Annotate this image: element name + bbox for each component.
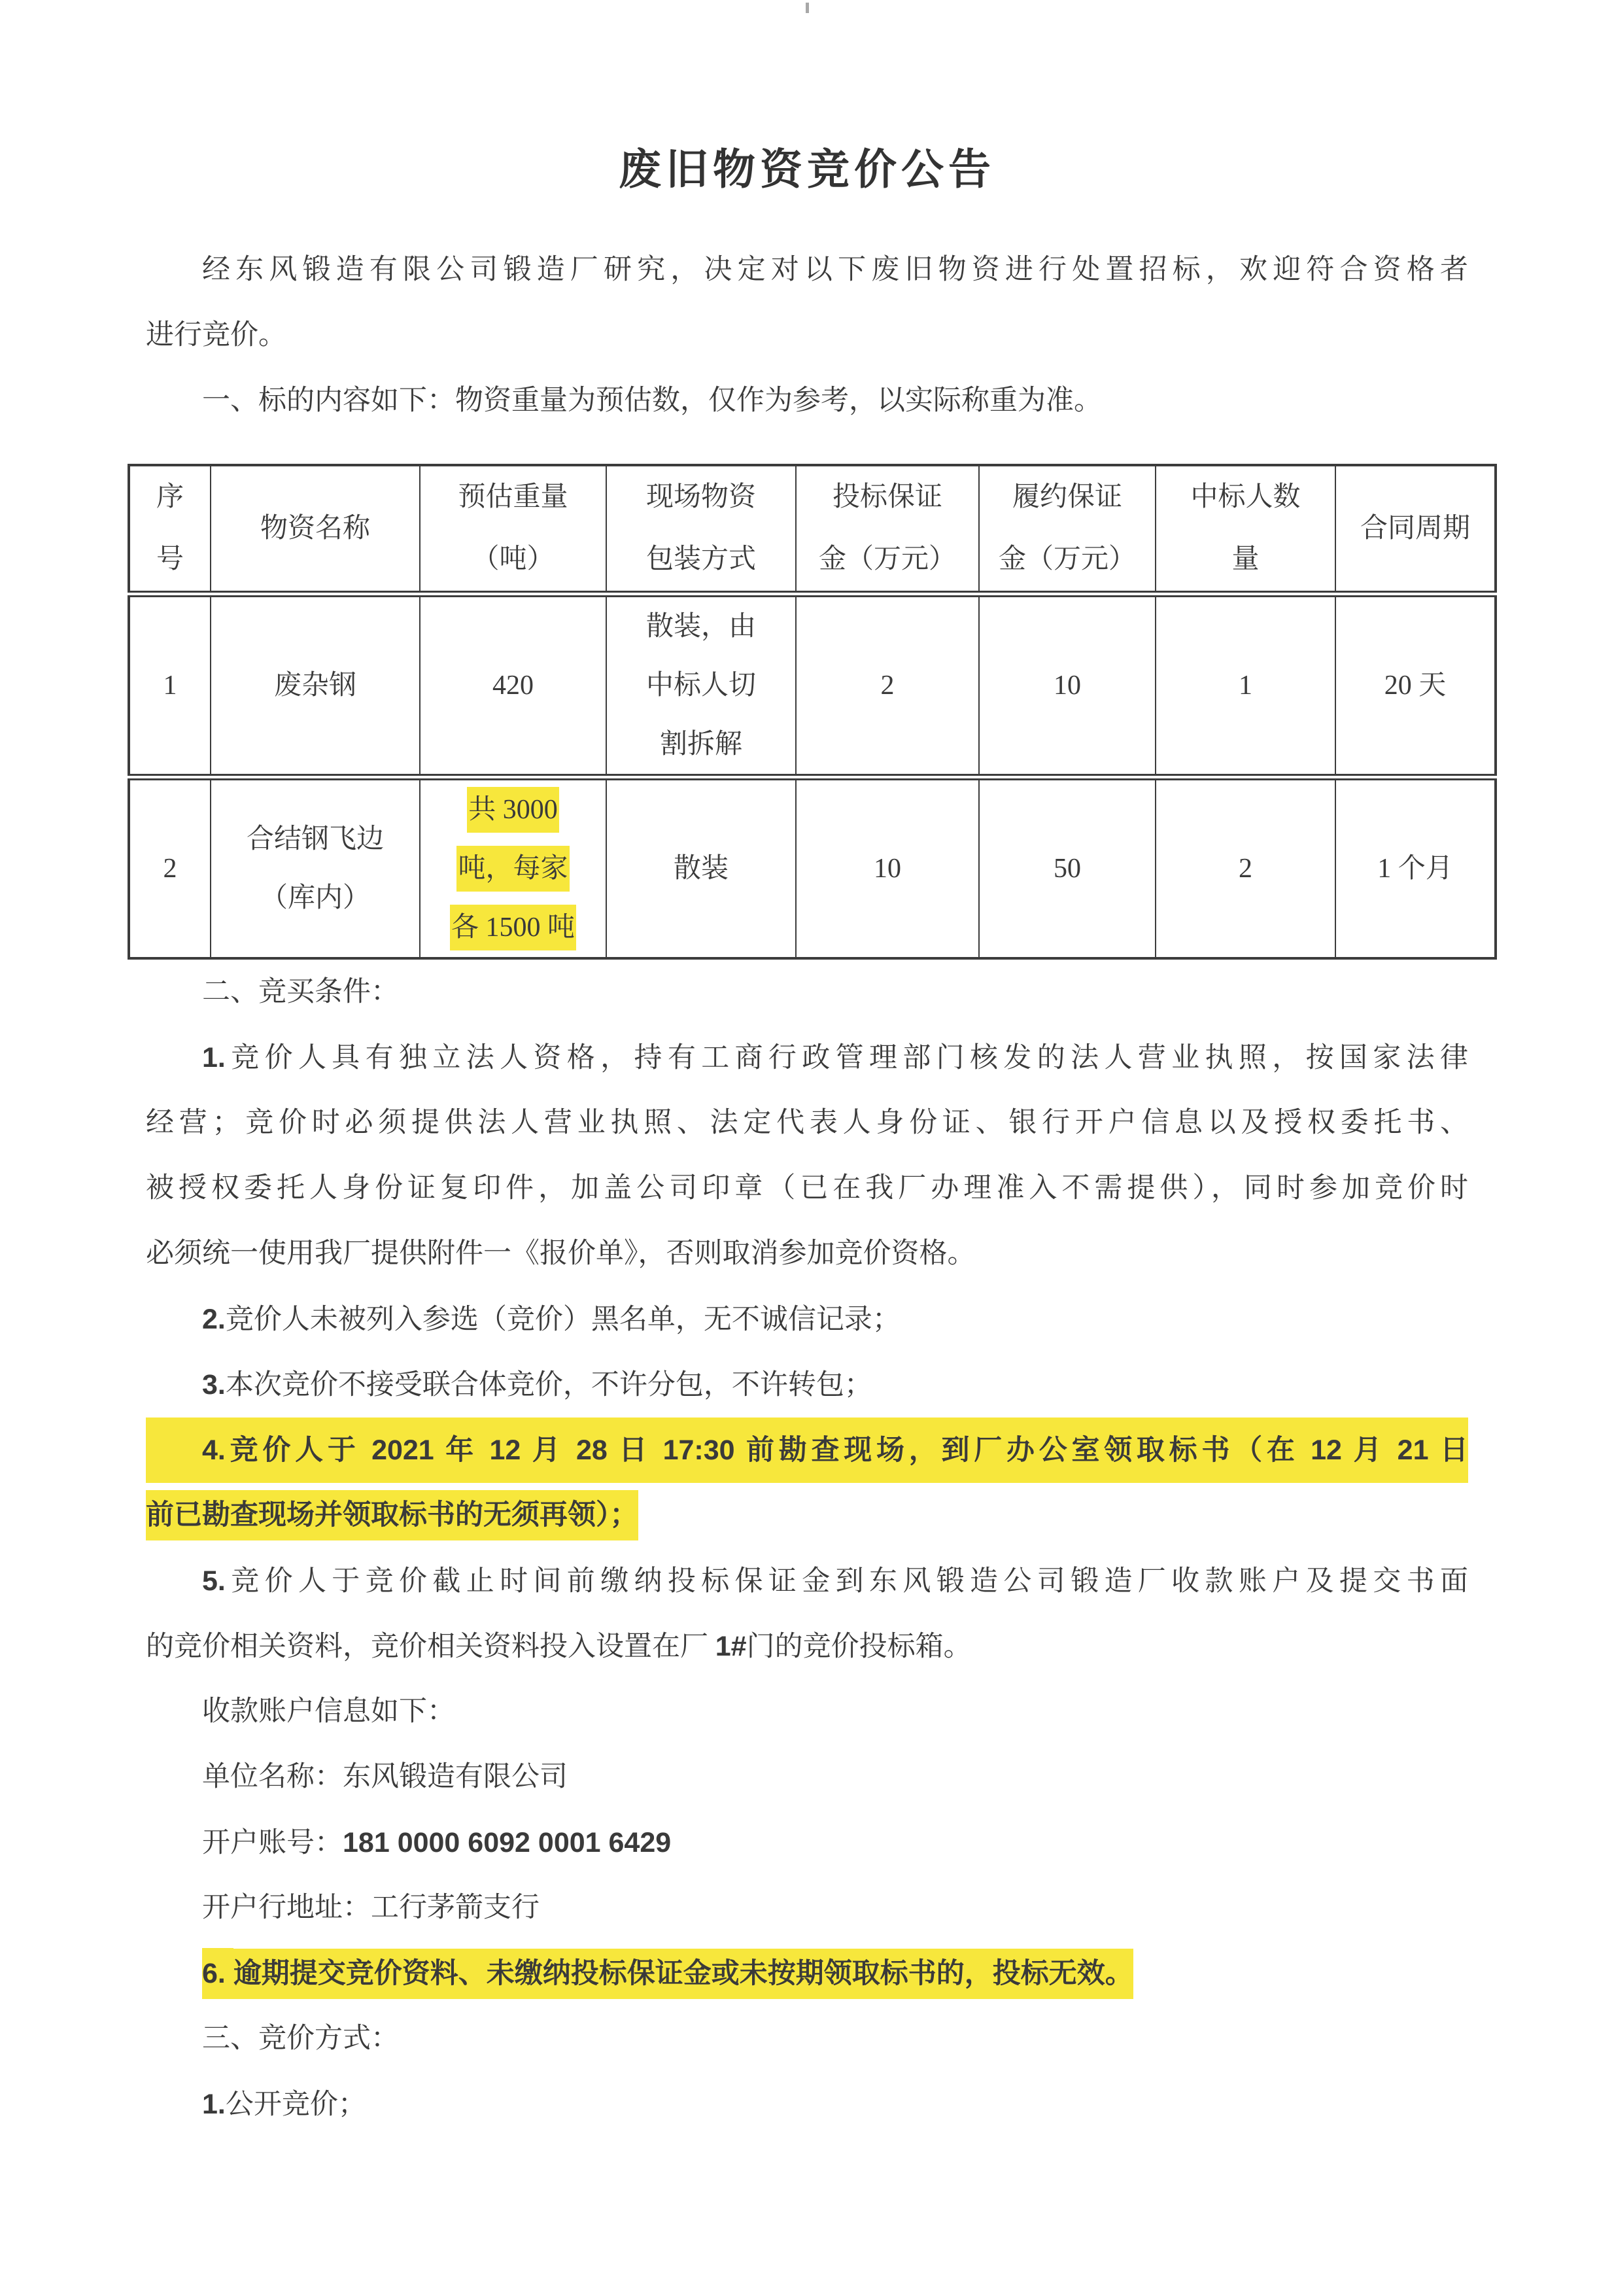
highlighted-text: 前勘查现场，到厂办公室领取标书（在 <box>735 1425 1311 1476</box>
text-segment: （库内） <box>260 883 370 913</box>
highlighted-text: 共 3000 <box>467 787 559 833</box>
text-segment: 合同周期 <box>1360 513 1470 544</box>
text-line <box>146 2072 1468 2137</box>
text-segment: 10 <box>874 854 901 884</box>
highlighted-text: 17:30 <box>663 1425 735 1476</box>
scan-artifact <box>806 3 809 13</box>
text-line <box>1336 498 1494 560</box>
intro-paragraph-block <box>146 237 1468 434</box>
text-line <box>130 466 210 529</box>
text-segment: 10 <box>1054 670 1081 701</box>
cell-winner-count <box>1156 594 1335 777</box>
text-segment: 1 <box>1239 670 1252 701</box>
text-line <box>146 1548 1468 1614</box>
text-segment: 二、竞买条件： <box>202 977 399 1007</box>
text-line <box>421 529 606 591</box>
text-line <box>130 656 210 715</box>
text-segment: 合结钢飞边 <box>246 824 384 854</box>
text-line <box>146 1875 1468 1941</box>
text-line <box>980 466 1155 529</box>
text-segment: 1 <box>163 670 177 701</box>
text-line <box>607 656 795 715</box>
table-row <box>129 777 1496 958</box>
text-line <box>146 237 1468 303</box>
text-line <box>980 839 1155 898</box>
conditions-text-block <box>146 960 1468 2137</box>
text-segment: 投标保证 <box>832 482 942 512</box>
text-segment: 包装方式 <box>645 544 756 574</box>
header-estimated-weight <box>420 465 606 594</box>
cell-packing-method <box>606 594 796 777</box>
highlighted-text: 日 <box>608 1425 663 1476</box>
text-segment: 公开竞价； <box>225 2089 366 2120</box>
text-line <box>146 303 1468 368</box>
text-line <box>980 529 1155 591</box>
text-segment: 号 <box>156 544 184 574</box>
text-line <box>146 1090 1468 1156</box>
text-line <box>146 1156 1468 1221</box>
text-line <box>1336 839 1494 898</box>
cell-contract-period <box>1335 594 1496 777</box>
text-segment: 竞价人于竞价截止时间前缴纳投标保证金到东风锻造公司锻造厂收款账户及提交书面 <box>225 1566 1468 1597</box>
text-line <box>146 1221 1468 1287</box>
text-line <box>607 597 795 656</box>
table-header-row <box>129 465 1496 594</box>
text-segment: 物资名称 <box>260 513 370 544</box>
cell-bid-deposit <box>796 777 979 958</box>
highlighted-text: 竞价人于 <box>226 1425 371 1476</box>
text-line <box>1156 656 1335 715</box>
text-segment: 预估重量 <box>458 482 568 512</box>
text-segment: 3. <box>202 1369 226 1400</box>
text-line <box>146 1745 1468 1810</box>
text-line <box>211 498 419 560</box>
header-seq-no <box>129 465 211 594</box>
highlighted-text: 12 <box>489 1425 521 1476</box>
text-segment: 1. <box>202 1042 226 1073</box>
text-line <box>146 1614 1468 1679</box>
text-line <box>421 656 606 715</box>
text-segment: 20 天 <box>1384 670 1447 701</box>
text-segment: 被授权委托人身份证复印件，加盖公司印章（已在我厂办理准入不需提供），同时参加竞价时 <box>146 1173 1468 1204</box>
header-contract-period <box>1335 465 1496 594</box>
highlighted-text: 日 <box>1429 1425 1469 1476</box>
text-line <box>607 529 795 591</box>
cell-performance-deposit <box>979 777 1156 958</box>
header-winner-count <box>1156 465 1335 594</box>
text-line <box>146 1025 1468 1090</box>
text-segment: 1 个月 <box>1377 854 1453 884</box>
header-material-name <box>211 465 420 594</box>
text-segment: 420 <box>492 670 534 701</box>
text-line <box>146 368 1468 434</box>
text-segment: 经东风锻造有限公司锻造厂研究，决定对以下废旧物资进行处置招标，欢迎符合资格者 <box>202 254 1468 285</box>
text-line <box>146 1679 1468 1745</box>
highlighted-text: 各 1500 吨 <box>450 905 576 950</box>
text-line <box>1156 839 1335 898</box>
text-line <box>421 780 606 839</box>
cell-winner-count <box>1156 777 1335 958</box>
text-segment: 1. <box>202 2089 226 2120</box>
text-line <box>146 1941 1468 2006</box>
text-line <box>146 2006 1468 2072</box>
text-line <box>211 869 419 928</box>
text-line <box>146 1418 1468 1483</box>
highlighted-text: 逾期提交竞价资料、未缴纳投标保证金或未按期领取标书的，投标无效。 <box>233 1949 1133 1999</box>
text-segment: 竞价人未被列入参选（竞价）黑名单，无不诚信记录； <box>225 1304 901 1335</box>
text-segment: 单位名称：东风锻造有限公司 <box>202 1762 568 1792</box>
cell-packing-method <box>606 777 796 958</box>
text-segment: 50 <box>1054 854 1081 884</box>
text-line <box>1156 529 1335 591</box>
text-segment: 现场物资 <box>645 482 756 512</box>
text-line <box>421 839 606 898</box>
text-line <box>130 529 210 591</box>
text-segment: 废杂钢 <box>273 670 356 701</box>
text-segment: 散装 <box>673 854 729 884</box>
text-line <box>146 1352 1468 1418</box>
text-line <box>146 1483 1468 1548</box>
text-segment: 本次竞价不接受联合体竞价，不许分包，不许转包； <box>225 1370 872 1400</box>
text-line <box>980 656 1155 715</box>
cell-seq-no <box>129 594 211 777</box>
highlighted-text: 吨，每家 <box>456 846 569 892</box>
text-segment: 履约保证 <box>1012 482 1122 512</box>
text-segment: 的竞价相关资料，竞价相关资料投入设置在厂 <box>146 1631 715 1662</box>
cell-material-name <box>211 777 420 958</box>
text-segment: 三、竞价方式： <box>202 2023 399 2054</box>
text-line <box>797 529 978 591</box>
document-content <box>0 134 1614 2137</box>
text-line <box>607 839 795 898</box>
text-line <box>1156 466 1335 529</box>
text-line <box>797 466 978 529</box>
text-line <box>146 1287 1468 1352</box>
text-segment: 经营；竞价时必须提供法人营业执照、法定代表人身份证、银行开户信息以及授权委托书、 <box>146 1107 1468 1138</box>
highlighted-text: 2021 <box>371 1425 434 1476</box>
text-line <box>211 656 419 715</box>
text-line <box>211 810 419 869</box>
text-segment: 开户行地址：工行茅箭支行 <box>202 1892 540 1923</box>
highlighted-text: 4. <box>202 1425 226 1476</box>
text-line <box>421 898 606 957</box>
text-segment: 2. <box>202 1304 226 1335</box>
text-segment: 金（万元） <box>818 544 956 574</box>
text-line <box>607 715 795 774</box>
text-segment: 一、标的内容如下：物资重量为预估数，仅作为参考，以实际称重为准。 <box>202 385 1102 416</box>
highlighted-text: 28 <box>576 1425 608 1476</box>
text-segment: 门的竞价投标箱。 <box>746 1631 972 1662</box>
highlighted-text: 12 <box>1311 1425 1342 1476</box>
text-segment: 中标人数 <box>1190 482 1301 512</box>
materials-table <box>128 464 1497 960</box>
text-segment: 1# <box>715 1631 747 1662</box>
text-line <box>797 839 978 898</box>
text-segment: 进行竞价。 <box>146 320 286 351</box>
text-segment: 中标人切 <box>645 670 756 701</box>
text-segment: 181 0000 6092 0001 6429 <box>343 1827 672 1858</box>
text-segment: 序 <box>156 482 184 512</box>
header-packing-method <box>606 465 796 594</box>
text-line <box>146 960 1468 1025</box>
highlighted-text: 月 <box>521 1425 576 1476</box>
text-line <box>797 656 978 715</box>
header-bid-deposit <box>796 465 979 594</box>
cell-contract-period <box>1335 777 1496 958</box>
cell-performance-deposit <box>979 594 1156 777</box>
text-line <box>146 1810 1468 1875</box>
text-line <box>607 466 795 529</box>
text-segment: 散装，由 <box>645 612 756 642</box>
cell-estimated-weight <box>420 594 606 777</box>
page-title: 废旧物资竞价公告 <box>618 147 995 194</box>
text-segment: 竞价人具有独立法人资格，持有工商行政管理部门核发的法人营业执照，按国家法律 <box>225 1043 1468 1073</box>
highlighted-text: 前已勘查现场并领取标书的无须再领）； <box>146 1490 638 1540</box>
text-line <box>1336 656 1494 715</box>
highlighted-text: 6. <box>202 1948 233 1999</box>
text-segment: 2 <box>163 854 177 884</box>
text-segment: 5. <box>202 1565 226 1597</box>
cell-bid-deposit <box>796 594 979 777</box>
text-segment: 2 <box>880 670 895 701</box>
text-segment: 开户账号： <box>202 1828 343 1858</box>
cell-material-name <box>211 594 420 777</box>
cell-estimated-weight <box>420 777 606 958</box>
text-line <box>130 839 210 898</box>
text-segment: 2 <box>1239 854 1252 884</box>
highlighted-text: 年 <box>434 1425 490 1476</box>
text-segment: 量 <box>1231 544 1260 574</box>
highlighted-text: 21 <box>1398 1425 1429 1476</box>
cell-seq-no <box>129 777 211 958</box>
text-segment: 割拆解 <box>659 729 742 759</box>
text-segment: 必须统一使用我厂提供附件一《报价单》，否则取消参加竞价资格。 <box>146 1238 976 1269</box>
table-row <box>129 594 1496 777</box>
text-line <box>421 466 606 529</box>
text-segment: 金（万元） <box>998 544 1136 574</box>
text-segment: （吨） <box>472 544 555 574</box>
highlighted-text: 月 <box>1342 1425 1398 1476</box>
text-segment: 收款账户信息如下： <box>202 1696 455 1727</box>
header-performance-deposit <box>979 465 1156 594</box>
